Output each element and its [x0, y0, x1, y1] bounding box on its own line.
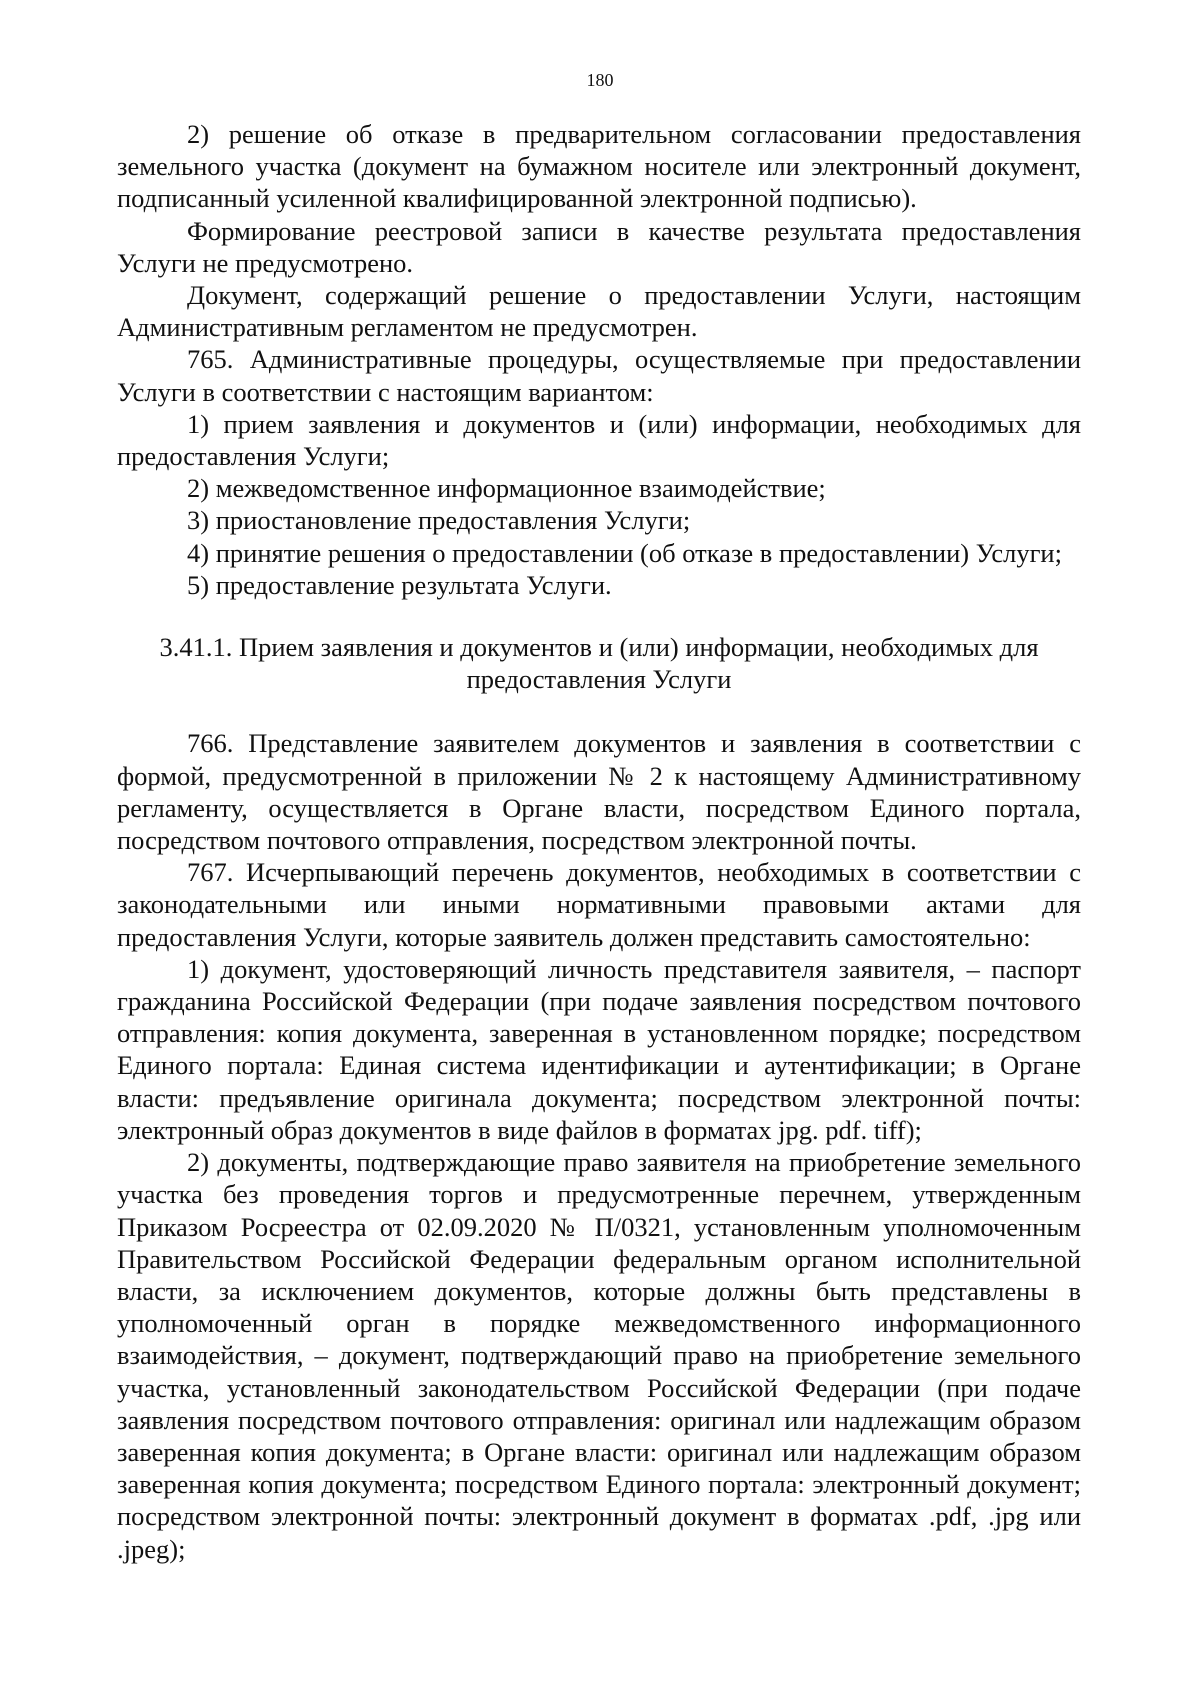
- document-body: [117, 118, 1081, 1565]
- list-item-3: 3) приостановление предоставления Услуги;: [187, 505, 691, 536]
- section-heading: [117, 631, 1081, 695]
- paragraph-765: 765. Административные процедуры, осуществляемые при предоставлении Услуги в соответствии с настоящим вариантом:: [117, 344, 1081, 407]
- paragraph-766: 766. Представление заявителем документов и заявления в соответствии с формой, предусмотренной в приложении № 2 к настоящему Административному регламенту, осуществляется в Органе власти, посредством Единого портала, посредством почтового отправления, посредством электронной почты.: [117, 728, 1081, 856]
- section-heading-line-2: предоставления Услуги: [466, 664, 732, 695]
- page-number: 180: [586, 70, 614, 90]
- paragraph-767-item-2: 2) документы, подтверждающие право заявителя на приобретение земельного участка без проведения торгов и предусмотренные перечнем, утвержденным Приказом Росреестра от 02.09.2020 № П/0321, установленным уполномоченным Правительством Российской Федерации федеральным органом исполнительной власти, за исключением документов, которые должны быть представлены в уполномоченный орган в порядке межведомственного информационного взаимодействия, – документ, подтверждающий право на приобретение земельного участка, установленный законодательством Российской Федерации (при подаче заявления посредством почтового отправления: оригинал или надлежащим образом заверенная копия документа; в Органе власти: оригинал или надлежащим образом заверенная копия документа; посредством Единого портала: электронный документ; посредством электронной почты: электронный документ в форматах .pdf, .jpg или .jpeg);: [117, 1147, 1081, 1564]
- paragraph-767-item-1: 1) документ, удостоверяющий личность представителя заявителя, – паспорт гражданина Российской Федерации (при подаче заявления посредством почтового отправления: копия документа, заверенная в установленном порядке; посредством Единого портала: Единая система идентификации и аутентификации; в Органе власти: предъявление оригинала документа; посредством электронной почты: электронный образ документов в виде файлов в форматах jpg. pdf. tiff);: [117, 953, 1081, 1145]
- list-item-5: 5) предоставление результата Услуги.: [187, 569, 612, 600]
- list-item-2: 2) межведомственное информационное взаимодействие;: [187, 473, 826, 504]
- list-item-1: 1) прием заявления и документов и (или) информации, необходимых для предоставления Услуги;: [117, 408, 1081, 472]
- paragraph-refusal-decision: 2) решение об отказе в предварительном согласовании предоставления земельного участка (документ на бумажном носителе или электронный документ, подписанный усиленной квалифицированной электронной подписью).: [117, 119, 1081, 214]
- paragraph-registry-record: Формирование реестровой записи в качестве результата предоставления Услуги не предусмотрено.: [117, 215, 1081, 278]
- section-heading-line-1: 3.41.1. Прием заявления и документов и (или) информации, необходимых для: [159, 632, 1039, 663]
- list-item-4: 4) принятие решения о предоставлении (об отказе в предоставлении) Услуги;: [187, 537, 1062, 568]
- paragraph-decision-document: Документ, содержащий решение о предоставлении Услуги, настоящим Административным регламентом не предусмотрен.: [117, 280, 1081, 343]
- paragraph-767: 767. Исчерпывающий перечень документов, необходимых в соответствии с законодательными или иными нормативными правовыми актами для предоставления Услуги, которые заявитель должен представить самостоятельно:: [117, 857, 1081, 952]
